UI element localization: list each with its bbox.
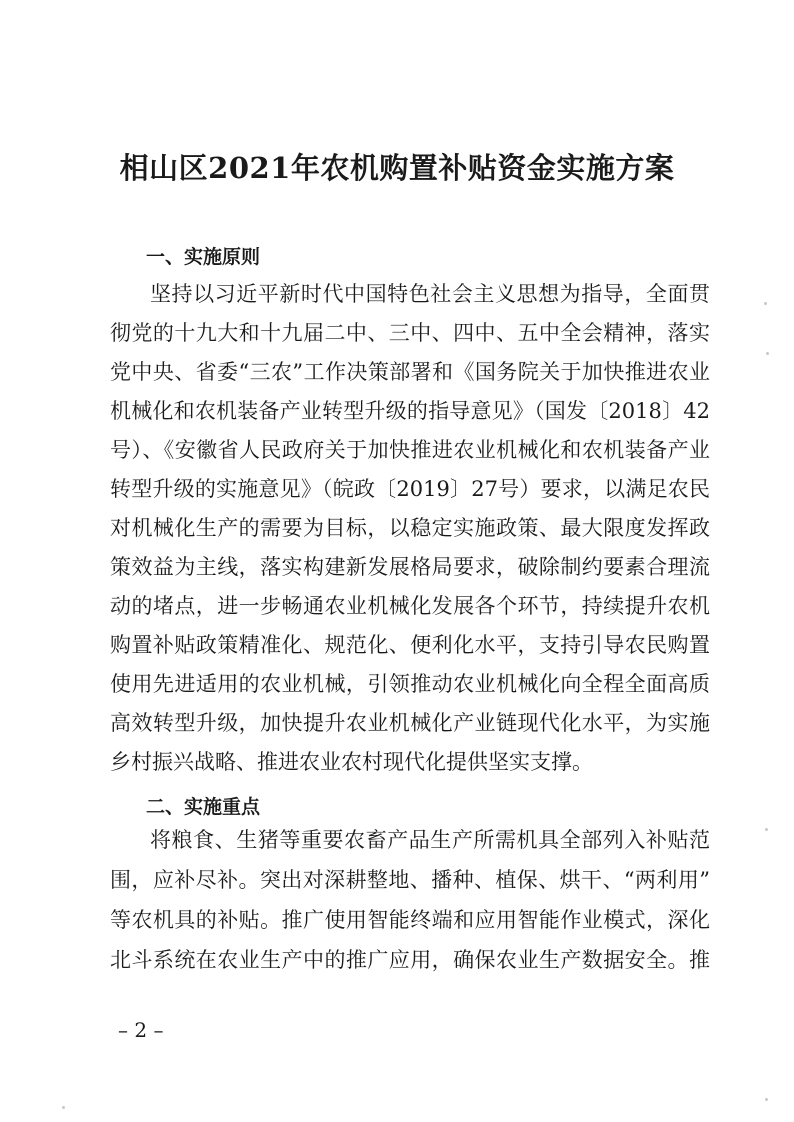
section-heading-principles: 一、实施原则	[146, 246, 261, 268]
paragraph-line: 围，应补尽补。突出对深耕整地、播种、植保、烘干、“两利用”	[110, 868, 710, 892]
paragraph-line: 乡村振兴战略、推进农业农村现代化提供坚实支撑。	[110, 750, 593, 774]
paragraph-line: 机械化和农机装备产业转型升级的指导意见》（国发〔2018〕42	[110, 399, 710, 423]
page-number: – 2 –	[118, 1018, 164, 1042]
paragraph-line: 策效益为主线，落实构建新发展格局要求，破除制约要素合理流	[110, 555, 710, 579]
paragraph-line: 等农机具的补贴。推广使用智能终端和应用智能作业模式，深化	[110, 908, 710, 932]
scan-speck	[764, 302, 767, 305]
paragraph-line: 购置补贴政策精准化、规范化、便利化水平，支持引导农民购置	[110, 633, 710, 657]
document-title: 相山区2021年农机购置补贴资金实施方案	[119, 151, 675, 185]
paragraph-line: 对机械化生产的需要为目标，以稳定实施政策、最大限度发挥政	[110, 516, 710, 540]
paragraph-line: 使用先进适用的农业机械，引领推动农业机械化向全程全面高质	[110, 672, 710, 696]
paragraph-line: 转型升级的实施意见》（皖政〔2019〕27号）要求，以满足农民	[110, 477, 710, 501]
scan-speck	[766, 352, 769, 355]
scan-speck	[765, 828, 768, 831]
paragraph-line: 高效转型升级，加快提升农业机械化产业链现代化水平，为实施	[110, 711, 710, 735]
paragraph-line: 党中央、省委“三农”工作决策部署和《国务院关于加快推进农业	[110, 360, 710, 384]
paragraph-line: 坚持以习近平新时代中国特色社会主义思想为指导，全面贯	[150, 282, 710, 306]
paragraph-line: 动的堵点，进一步畅通农业机械化发展各个环节，持续提升农机	[110, 594, 710, 618]
paragraph-line: 将粮食、生猪等重要农畜产品生产所需机具全部列入补贴范	[150, 828, 710, 852]
scan-speck	[62, 1106, 65, 1109]
paragraph-line: 北斗系统在农业生产中的推广应用，确保农业生产数据安全。推	[110, 948, 710, 972]
paragraph-line: 彻党的十九大和十九届二中、三中、四中、五中全会精神，落实	[110, 321, 710, 345]
section-heading-priorities: 二、实施重点	[146, 796, 261, 818]
paragraph-line: 号）、《安徽省人民政府关于加快推进农业机械化和农机装备产业	[110, 438, 710, 462]
scan-speck	[765, 1098, 768, 1101]
